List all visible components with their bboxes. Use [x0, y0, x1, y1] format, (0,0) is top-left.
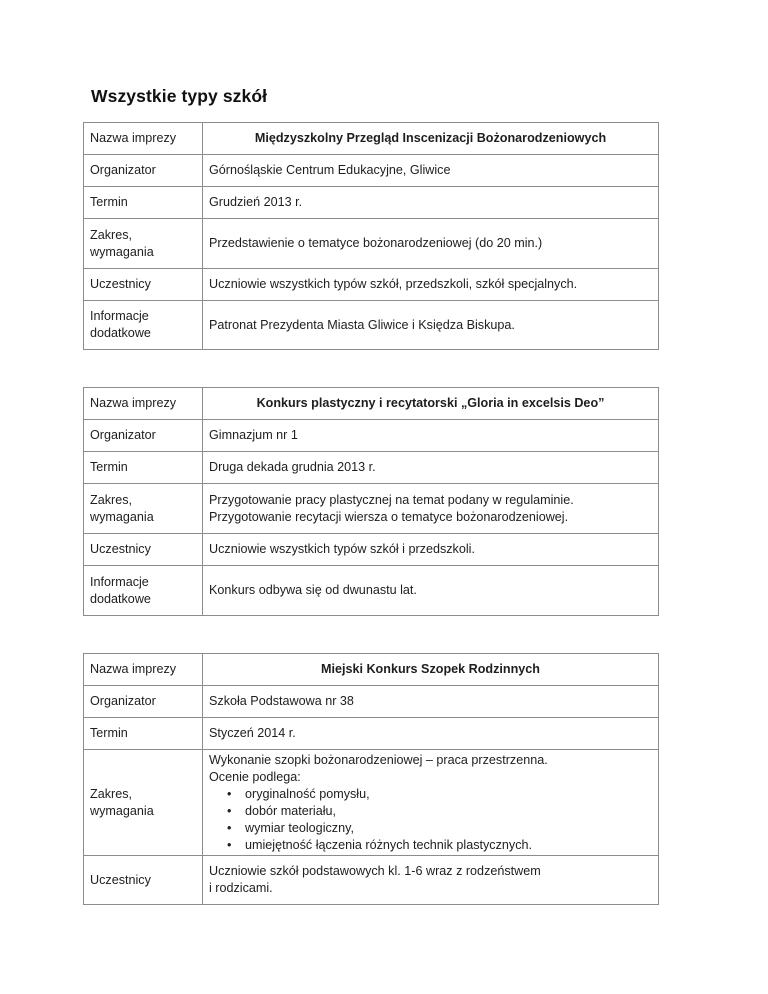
table-row-name — [84, 123, 659, 155]
list-item-text: dobór materiału, — [245, 803, 337, 818]
table-row-organizer — [84, 686, 659, 718]
table-row-name — [84, 388, 659, 420]
label-scope: Zakres, wymagania — [84, 219, 203, 269]
scope-line: Przygotowanie pracy plastycznej na temat podany w regulaminie. — [209, 492, 574, 507]
list-item-text: umiejętność łączenia różnych technik plastycznych. — [245, 837, 532, 852]
criteria-list — [209, 786, 652, 854]
bullet-icon: • — [227, 803, 232, 818]
label-participants: Uczestnicy — [84, 534, 203, 566]
participants-line: i rodzicami. — [209, 881, 273, 895]
bullet-icon: • — [227, 820, 232, 835]
label-date: Termin — [84, 187, 203, 219]
event-date: Styczeń 2014 r. — [203, 718, 659, 750]
participants-line: Uczniowie wszystkich typów szkół, przedszkoli, szkół specjalnych. — [209, 277, 578, 291]
participants-line: Uczniowie szkół podstawowych kl. 1-6 wraz z rodzeństwem — [209, 864, 541, 878]
table-row-date — [84, 452, 659, 484]
table-row-additional — [84, 566, 659, 616]
table-row-scope — [84, 219, 659, 269]
table-row-additional — [84, 301, 659, 350]
page-title: Wszystkie typy szkół — [91, 86, 268, 106]
event-scope — [203, 219, 659, 269]
event-table-3 — [83, 653, 659, 905]
event-scope — [203, 484, 659, 534]
table-row-organizer — [84, 420, 659, 452]
label-participants: Uczestnicy — [84, 269, 203, 301]
list-item — [209, 837, 652, 854]
event-additional: Konkurs odbywa się od dwunastu lat. — [203, 566, 659, 616]
bullet-icon: • — [227, 786, 232, 801]
event-participants — [203, 534, 659, 566]
list-item-text: oryginalność pomysłu, — [245, 786, 370, 801]
event-additional: Patronat Prezydenta Miasta Gliwice i Księdza Biskupa. — [203, 301, 659, 350]
event-name: Konkurs plastyczny i recytatorski „Gloria in excelsis Deo” — [203, 388, 659, 420]
list-item — [209, 786, 652, 803]
table-row-participants — [84, 269, 659, 301]
label-participants: Uczestnicy — [84, 856, 203, 905]
scope-line: Wykonanie szopki bożonarodzeniowej – praca przestrzenna. — [209, 752, 548, 767]
label-additional: Informacje dodatkowe — [84, 301, 203, 350]
label-organizer: Organizator — [84, 420, 203, 452]
label-name: Nazwa imprezy — [84, 654, 203, 686]
label-date: Termin — [84, 718, 203, 750]
event-date: Druga dekada grudnia 2013 r. — [203, 452, 659, 484]
event-name: Miejski Konkurs Szopek Rodzinnych — [203, 654, 659, 686]
bullet-icon: • — [227, 837, 232, 852]
table-row-date — [84, 187, 659, 219]
label-scope: Zakres, wymagania — [84, 484, 203, 534]
label-scope: Zakres, wymagania — [84, 750, 203, 856]
table-row-organizer — [84, 155, 659, 187]
event-scope — [203, 750, 659, 856]
list-item — [209, 803, 652, 820]
event-organizer: Szkoła Podstawowa nr 38 — [203, 686, 659, 718]
scope-line: Przedstawienie o tematyce bożonarodzeniowej (do 20 min.) — [209, 236, 543, 250]
table-row-scope — [84, 484, 659, 534]
event-date: Grudzień 2013 r. — [203, 187, 659, 219]
table-row-date — [84, 718, 659, 750]
event-participants — [203, 856, 659, 905]
event-participants — [203, 269, 659, 301]
scope-line: Przygotowanie recytacji wiersza o tematyce bożonarodzeniowej. — [209, 509, 569, 524]
participants-line: Uczniowie wszystkich typów szkół i przedszkoli. — [209, 542, 475, 556]
event-name: Międzyszkolny Przegląd Inscenizacji Bożonarodzeniowych — [203, 123, 659, 155]
table-row-participants — [84, 534, 659, 566]
table-row-name — [84, 654, 659, 686]
scope-line: Ocenie podlega: — [209, 769, 301, 784]
table-row-scope — [84, 750, 659, 856]
label-name: Nazwa imprezy — [84, 123, 203, 155]
event-table-1 — [83, 122, 659, 350]
label-organizer: Organizator — [84, 155, 203, 187]
list-item — [209, 820, 652, 837]
event-organizer: Górnośląskie Centrum Edukacyjne, Gliwice — [203, 155, 659, 187]
event-table-2 — [83, 387, 659, 616]
event-organizer: Gimnazjum nr 1 — [203, 420, 659, 452]
table-row-participants — [84, 856, 659, 905]
list-item-text: wymiar teologiczny, — [245, 820, 354, 835]
label-date: Termin — [84, 452, 203, 484]
label-organizer: Organizator — [84, 686, 203, 718]
label-name: Nazwa imprezy — [84, 388, 203, 420]
label-additional: Informacje dodatkowe — [84, 566, 203, 616]
